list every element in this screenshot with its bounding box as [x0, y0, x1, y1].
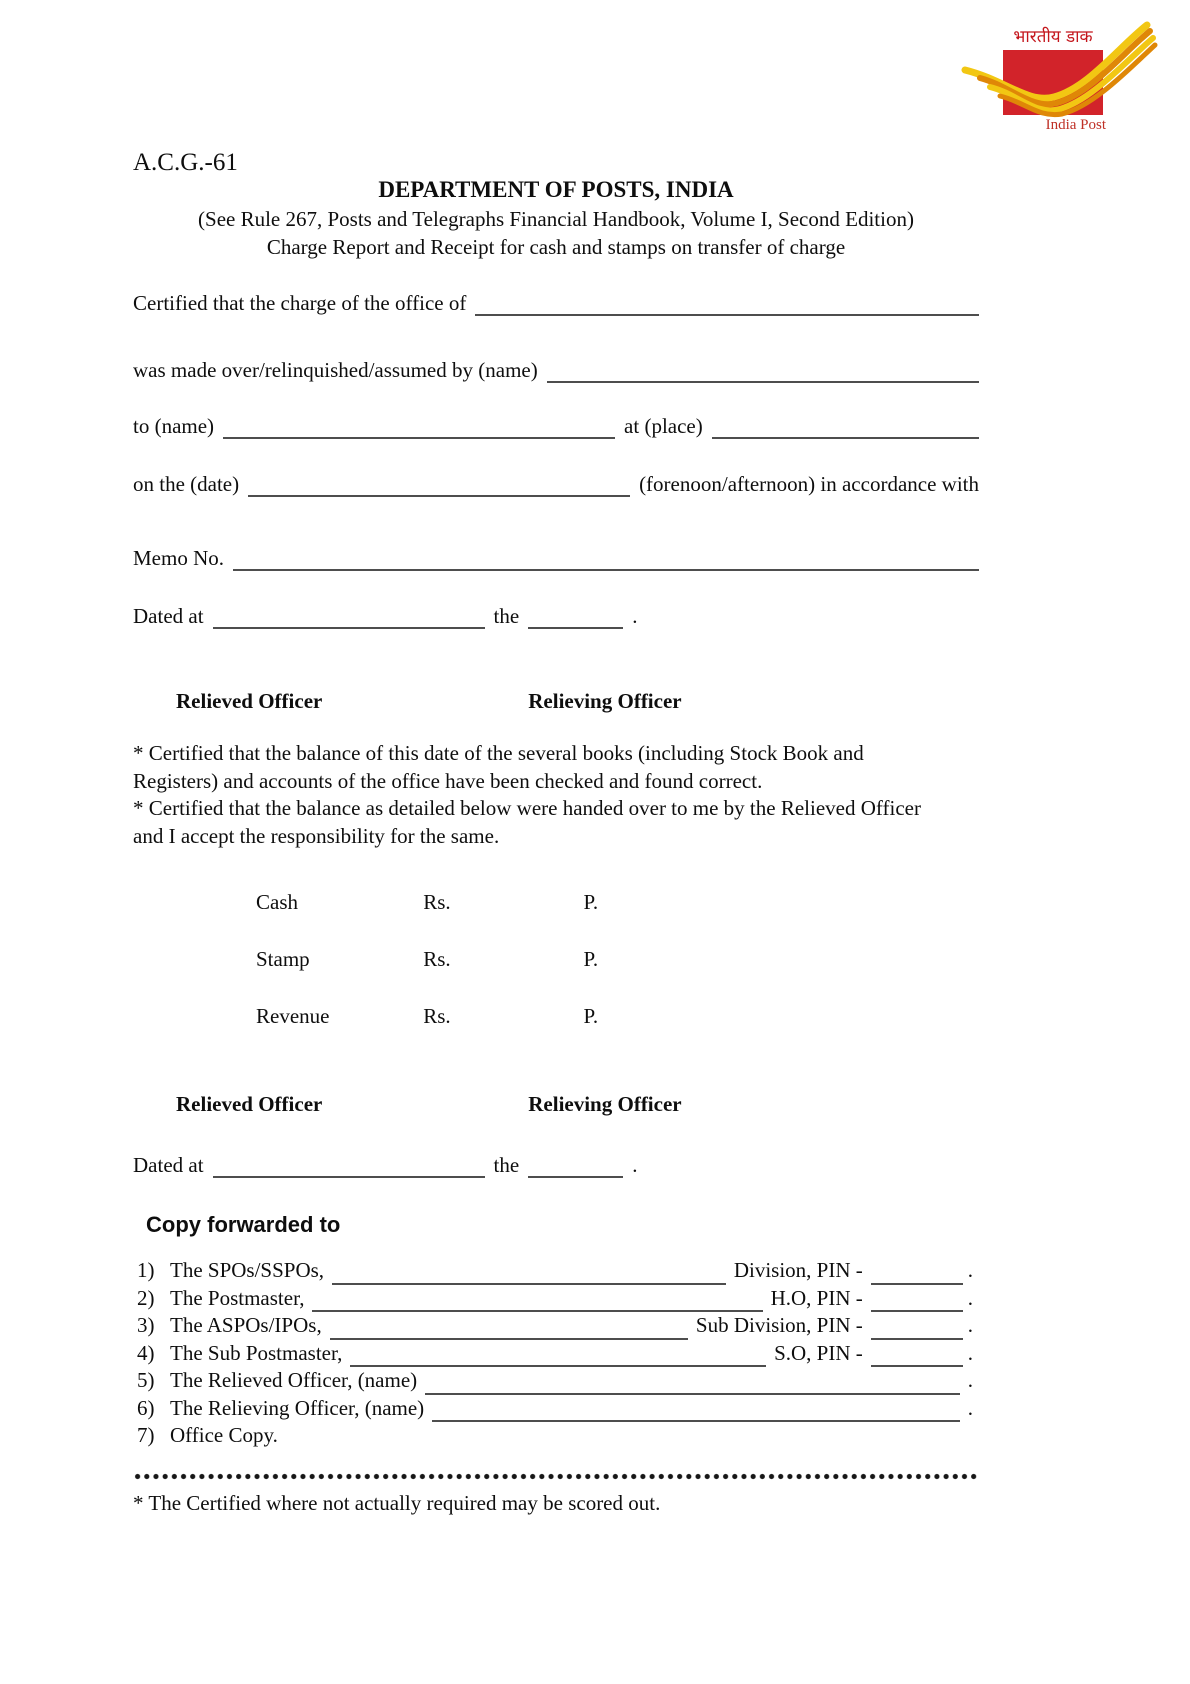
- relieving-officer-heading: Relieving Officer: [528, 1092, 682, 1116]
- logo-caption: India Post: [1045, 117, 1106, 133]
- item-number: 1): [137, 1258, 155, 1282]
- item-label: The SPOs/SSPOs,: [170, 1258, 325, 1282]
- at-place-label: at (place): [624, 414, 703, 438]
- list-item: [137, 1395, 973, 1423]
- period-text: .: [632, 604, 638, 628]
- field-row-date: [133, 471, 979, 497]
- field-row-dated-1: [133, 603, 979, 629]
- rupees-label: Rs.: [423, 890, 451, 914]
- form-header: [133, 176, 979, 262]
- field-row-made-over: [133, 357, 979, 383]
- balance-row-stamp: [133, 946, 833, 972]
- item-label: The ASPOs/IPOs,: [170, 1313, 322, 1337]
- item-number: 6): [137, 1395, 155, 1420]
- item-number: 4): [137, 1340, 155, 1365]
- item-suffix: Division, PIN -: [733, 1258, 863, 1282]
- blank-addressee: [350, 1345, 766, 1367]
- blank-pin: [871, 1263, 963, 1285]
- blank-to-name: [223, 417, 615, 439]
- rule-reference: (See Rule 267, Posts and Telegraphs Financial Handbook, Volume I, Second Edition): [198, 206, 914, 231]
- item-label: The Relieving Officer, (name): [170, 1395, 425, 1420]
- list-item: [137, 1312, 973, 1340]
- period-text: .: [967, 1340, 973, 1365]
- the-label: the: [493, 604, 520, 628]
- item-label: The Relieved Officer, (name): [170, 1368, 418, 1392]
- blank-pin: [871, 1290, 963, 1312]
- to-name-label: to (name): [133, 414, 215, 438]
- blank-officer-name: [432, 1400, 960, 1422]
- blank-officer-name: [425, 1373, 960, 1395]
- item-number: 2): [137, 1285, 155, 1310]
- dated-at-label: Dated at: [133, 1153, 204, 1177]
- balance-row-revenue: [133, 1003, 833, 1029]
- blank-made-over-name: [547, 361, 979, 383]
- form-subtitle: Charge Report and Receipt for cash and stamps on transfer of charge: [266, 235, 846, 259]
- item-number: 3): [137, 1313, 155, 1337]
- period-text: .: [967, 1395, 973, 1420]
- item-suffix: H.O, PIN -: [770, 1285, 863, 1310]
- blank-pin: [871, 1318, 963, 1340]
- blank-dated-place: [213, 607, 485, 629]
- memo-no-label: Memo No.: [133, 546, 224, 570]
- blank-place: [712, 417, 979, 439]
- certification-block: [133, 740, 933, 850]
- period-text: .: [967, 1368, 973, 1392]
- field-row-to-at: [133, 413, 979, 439]
- field-row-dated-2: [133, 1152, 979, 1178]
- item-suffix: Sub Division, PIN -: [695, 1313, 863, 1337]
- balance-label: Stamp: [256, 947, 310, 971]
- blank-office-name: [475, 294, 979, 316]
- item-label: The Postmaster,: [170, 1285, 305, 1310]
- footnote: * The Certified where not actually required may be scored out.: [133, 1491, 661, 1515]
- list-item: [137, 1367, 973, 1395]
- blank-date: [248, 475, 630, 497]
- item-number: 7): [137, 1423, 155, 1447]
- dotted-separator: [133, 1473, 978, 1480]
- balance-label: Revenue: [256, 1004, 330, 1028]
- on-date-label: on the (date): [133, 472, 240, 496]
- certification-handed-over: * Certified that the balance as detailed below were handed over to me by the Relieved Officer and I accept the responsibility for the same.: [133, 796, 921, 848]
- field-row-office: [133, 290, 979, 316]
- logo-hindi-text: भारतीय डाक: [1013, 27, 1093, 47]
- blank-addressee: [332, 1263, 726, 1285]
- relieved-officer-heading: Relieved Officer: [176, 1092, 323, 1116]
- list-item: [137, 1257, 973, 1285]
- dated-at-label: Dated at: [133, 604, 204, 628]
- blank-addressee: [312, 1290, 762, 1312]
- blank-dated-day: [528, 1156, 623, 1178]
- india-post-logo-graphic: [940, 18, 1170, 138]
- blank-addressee: [330, 1318, 688, 1340]
- page-title: DEPARTMENT OF POSTS, INDIA: [378, 177, 734, 202]
- blank-memo-no: [233, 549, 979, 571]
- officer-signature-row-1: [133, 688, 979, 714]
- item-number: 5): [137, 1368, 155, 1392]
- officer-signature-row-2: [133, 1091, 979, 1117]
- office-label: Certified that the charge of the office of: [133, 291, 467, 315]
- made-over-label: was made over/relinquished/assumed by (name): [133, 358, 538, 382]
- copy-forwarded-heading: Copy forwarded to: [146, 1212, 341, 1237]
- period-text: .: [967, 1313, 973, 1337]
- blank-dated-day: [528, 607, 623, 629]
- india-post-logo: [940, 18, 1170, 138]
- balance-row-cash: [133, 889, 833, 915]
- relieving-officer-heading: Relieving Officer: [528, 689, 682, 713]
- item-label: The Sub Postmaster,: [170, 1340, 343, 1365]
- relieved-officer-heading: Relieved Officer: [176, 689, 323, 713]
- field-row-memo: [133, 545, 979, 571]
- rupees-label: Rs.: [423, 1004, 451, 1028]
- blank-dated-place: [213, 1156, 485, 1178]
- list-item: [137, 1340, 973, 1368]
- paise-label: P.: [583, 1004, 599, 1028]
- certification-checked-correct: * Certified that the balance of this date of the several books (including Stock Book and Registers) and accounts of the office have been checked and found correct.: [133, 741, 864, 793]
- period-text: .: [967, 1285, 973, 1310]
- blank-pin: [871, 1345, 963, 1367]
- paise-label: P.: [583, 890, 599, 914]
- list-item: [137, 1285, 973, 1313]
- item-suffix: S.O, PIN -: [774, 1340, 863, 1365]
- period-text: .: [967, 1258, 973, 1282]
- copy-forwarded-list: [137, 1257, 973, 1450]
- item-label: Office Copy.: [170, 1423, 278, 1447]
- rupees-label: Rs.: [423, 947, 451, 971]
- the-label: the: [493, 1153, 520, 1177]
- balance-label: Cash: [256, 890, 298, 914]
- list-item: [137, 1422, 973, 1450]
- form-code: A.C.G.-61: [133, 149, 238, 176]
- forenoon-label: (forenoon/afternoon) in accordance with: [639, 472, 979, 496]
- paise-label: P.: [583, 947, 599, 971]
- period-text: .: [632, 1153, 638, 1177]
